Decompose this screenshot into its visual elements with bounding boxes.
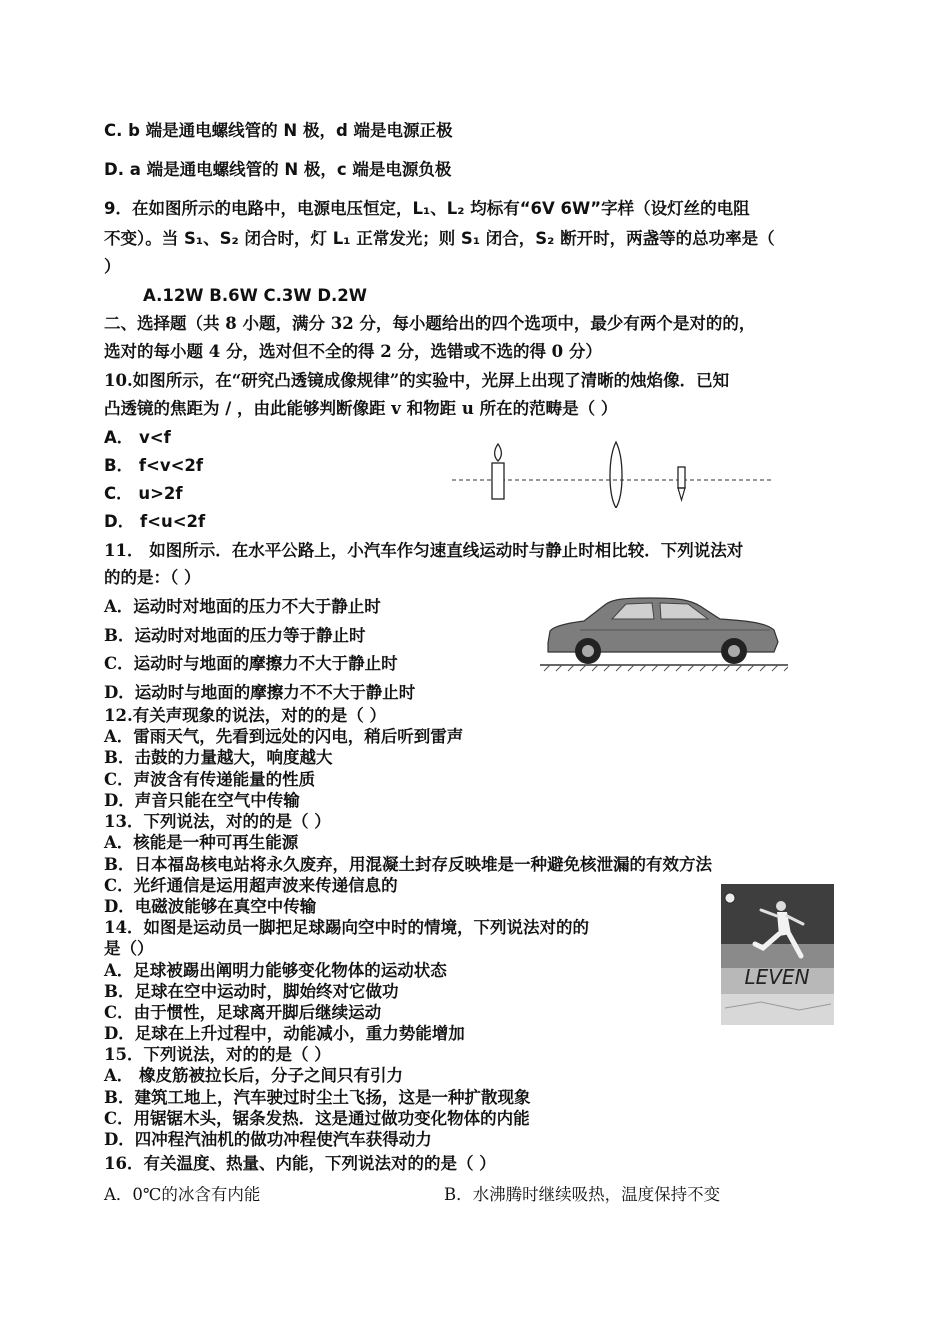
candle-flame-icon bbox=[495, 444, 502, 461]
option-b-q14: B．足球在空中运动时，脚始终对它做功 bbox=[104, 982, 399, 1001]
option-d-q10: D． f<u<2f bbox=[104, 512, 206, 531]
option-d-q11: D．运动时与地面的摩擦力不不大于静止时 bbox=[104, 683, 416, 702]
option-b-q15: B．建筑工地上，汽车驶过时尘土飞扬，这是一种扩散现象 bbox=[104, 1088, 531, 1107]
option-d-q14: D．足球在上升过程中，动能减小，重力势能增加 bbox=[104, 1024, 465, 1043]
section-2-heading-2: 选对的每小题 4 分，选对但不全的得 2 分，选错或不选的得 0 分） bbox=[104, 342, 602, 361]
lens-experiment-figure bbox=[452, 440, 772, 508]
option-b-q13: B．日本福岛核电站将永久废弃，用混凝土封存反映堆是一种避免核泄漏的有效方法 bbox=[104, 855, 712, 874]
option-c-q12: C．声波含有传递能量的性质 bbox=[104, 770, 316, 789]
option-c-q11: C．运动时与地面的摩擦力不大于静止时 bbox=[104, 654, 398, 673]
question-9-options: A.12W B.6W C.3W D.2W bbox=[143, 286, 367, 305]
question-15: 15．下列说法，对的的是（ ） bbox=[104, 1045, 331, 1064]
option-b-q10: B． f<v<2f bbox=[104, 456, 204, 475]
option-c-q13: C．光纤通信是运用超声波来传递信息的 bbox=[104, 876, 398, 895]
question-10-line-2: 凸透镜的焦距为 / ，由此能够判断像距 v 和物距 u 所在的范畴是（ ） bbox=[104, 399, 618, 418]
option-c-q10: C． u>2f bbox=[104, 484, 183, 503]
car-on-road-figure bbox=[540, 590, 788, 672]
option-a-q11: A．运动时对地面的压力不大于静止时 bbox=[104, 597, 381, 616]
board-text: LEVEN bbox=[744, 965, 810, 989]
option-a-q13: A．核能是一种可再生能源 bbox=[104, 833, 299, 852]
candle-icon bbox=[492, 463, 504, 499]
convex-lens-icon bbox=[610, 442, 622, 508]
option-d-q12: D．声音只能在空气中传输 bbox=[104, 791, 300, 810]
option-c-q15: C．用锯锯木头，锯条发热．这是通过做功变化物体的内能 bbox=[104, 1109, 530, 1128]
option-a-q15: A． 橡皮筋被拉长后，分子之间只有引力 bbox=[104, 1066, 404, 1085]
section-2-heading-1: 二、选择题（共 8 小题，满分 32 分，每小题给出的四个选项中，最少有两个是对的的， bbox=[104, 314, 756, 333]
option-b-q12: B．击鼓的力量越大，响度越大 bbox=[104, 748, 333, 767]
option-a-q14: A．足球被踢出阐明力能够变化物体的运动状态 bbox=[104, 961, 447, 980]
question-9-line-2: 不变）。当 S₁、S₂ 闭合时，灯 L₁ 正常发光；则 S₁ 闭合，S₂ 断开时，两盏等的总功率是（ bbox=[104, 229, 775, 248]
option-d-q8: D. a 端是通电螺线管的 N 极，c 端是电源负极 bbox=[104, 160, 452, 179]
question-11-line-1: 11． 如图所示．在水平公路上，小汽车作匀速直线运动时与静止时相比较．下列说法对 bbox=[104, 541, 744, 560]
soccer-kick-photo bbox=[721, 884, 834, 1025]
question-16: 16．有关温度、热量、内能，下列说法对的的是（ ） bbox=[104, 1154, 496, 1173]
option-d-q15: D．四冲程汽油机的做功冲程使汽车获得动力 bbox=[104, 1130, 432, 1149]
question-11-line-2: 的的是：（ ） bbox=[104, 568, 201, 587]
option-b-q11: B．运动时对地面的压力等于静止时 bbox=[104, 626, 366, 645]
option-c-q14: C．由于惯性，足球离开脚后继续运动 bbox=[104, 1003, 382, 1022]
question-10-line-1: 10.如图所示，在“研究凸透镜成像规律”的实验中，光屏上出现了清晰的烛焰像．已知 bbox=[104, 371, 730, 390]
question-9-line-3: ） bbox=[104, 257, 121, 276]
question-14-line-2: 是（） bbox=[104, 939, 154, 958]
question-14-line-1: 14．如图是运动员一脚把足球踢向空中时的情境，下列说法对的的 bbox=[104, 918, 589, 937]
option-b-q16: B．水沸腾时继续吸热，温度保持不变 bbox=[444, 1185, 721, 1204]
option-c-q8: C. b 端是通电螺线管的 N 极，d 端是电源正极 bbox=[104, 121, 453, 140]
option-a-q10: A． v<f bbox=[104, 428, 171, 447]
player-icon bbox=[776, 901, 786, 911]
question-9-line-1: 9．在如图所示的电路中，电源电压恒定，L₁、L₂ 均标有“6V 6W”字样（设灯丝的电阻 bbox=[104, 199, 750, 218]
screen-image-icon bbox=[678, 467, 685, 488]
question-13: 13．下列说法，对的的是（ ） bbox=[104, 812, 331, 831]
option-a-q12: A．雷雨天气，先看到远处的闪电，稍后听到雷声 bbox=[104, 727, 464, 746]
question-12: 12.有关声现象的说法，对的的是（ ） bbox=[104, 706, 386, 725]
soccer-ball-icon bbox=[725, 893, 735, 903]
option-a-q16: A．0℃的冰含有内能 bbox=[104, 1185, 261, 1204]
option-d-q13: D．电磁波能够在真空中传输 bbox=[104, 897, 317, 916]
